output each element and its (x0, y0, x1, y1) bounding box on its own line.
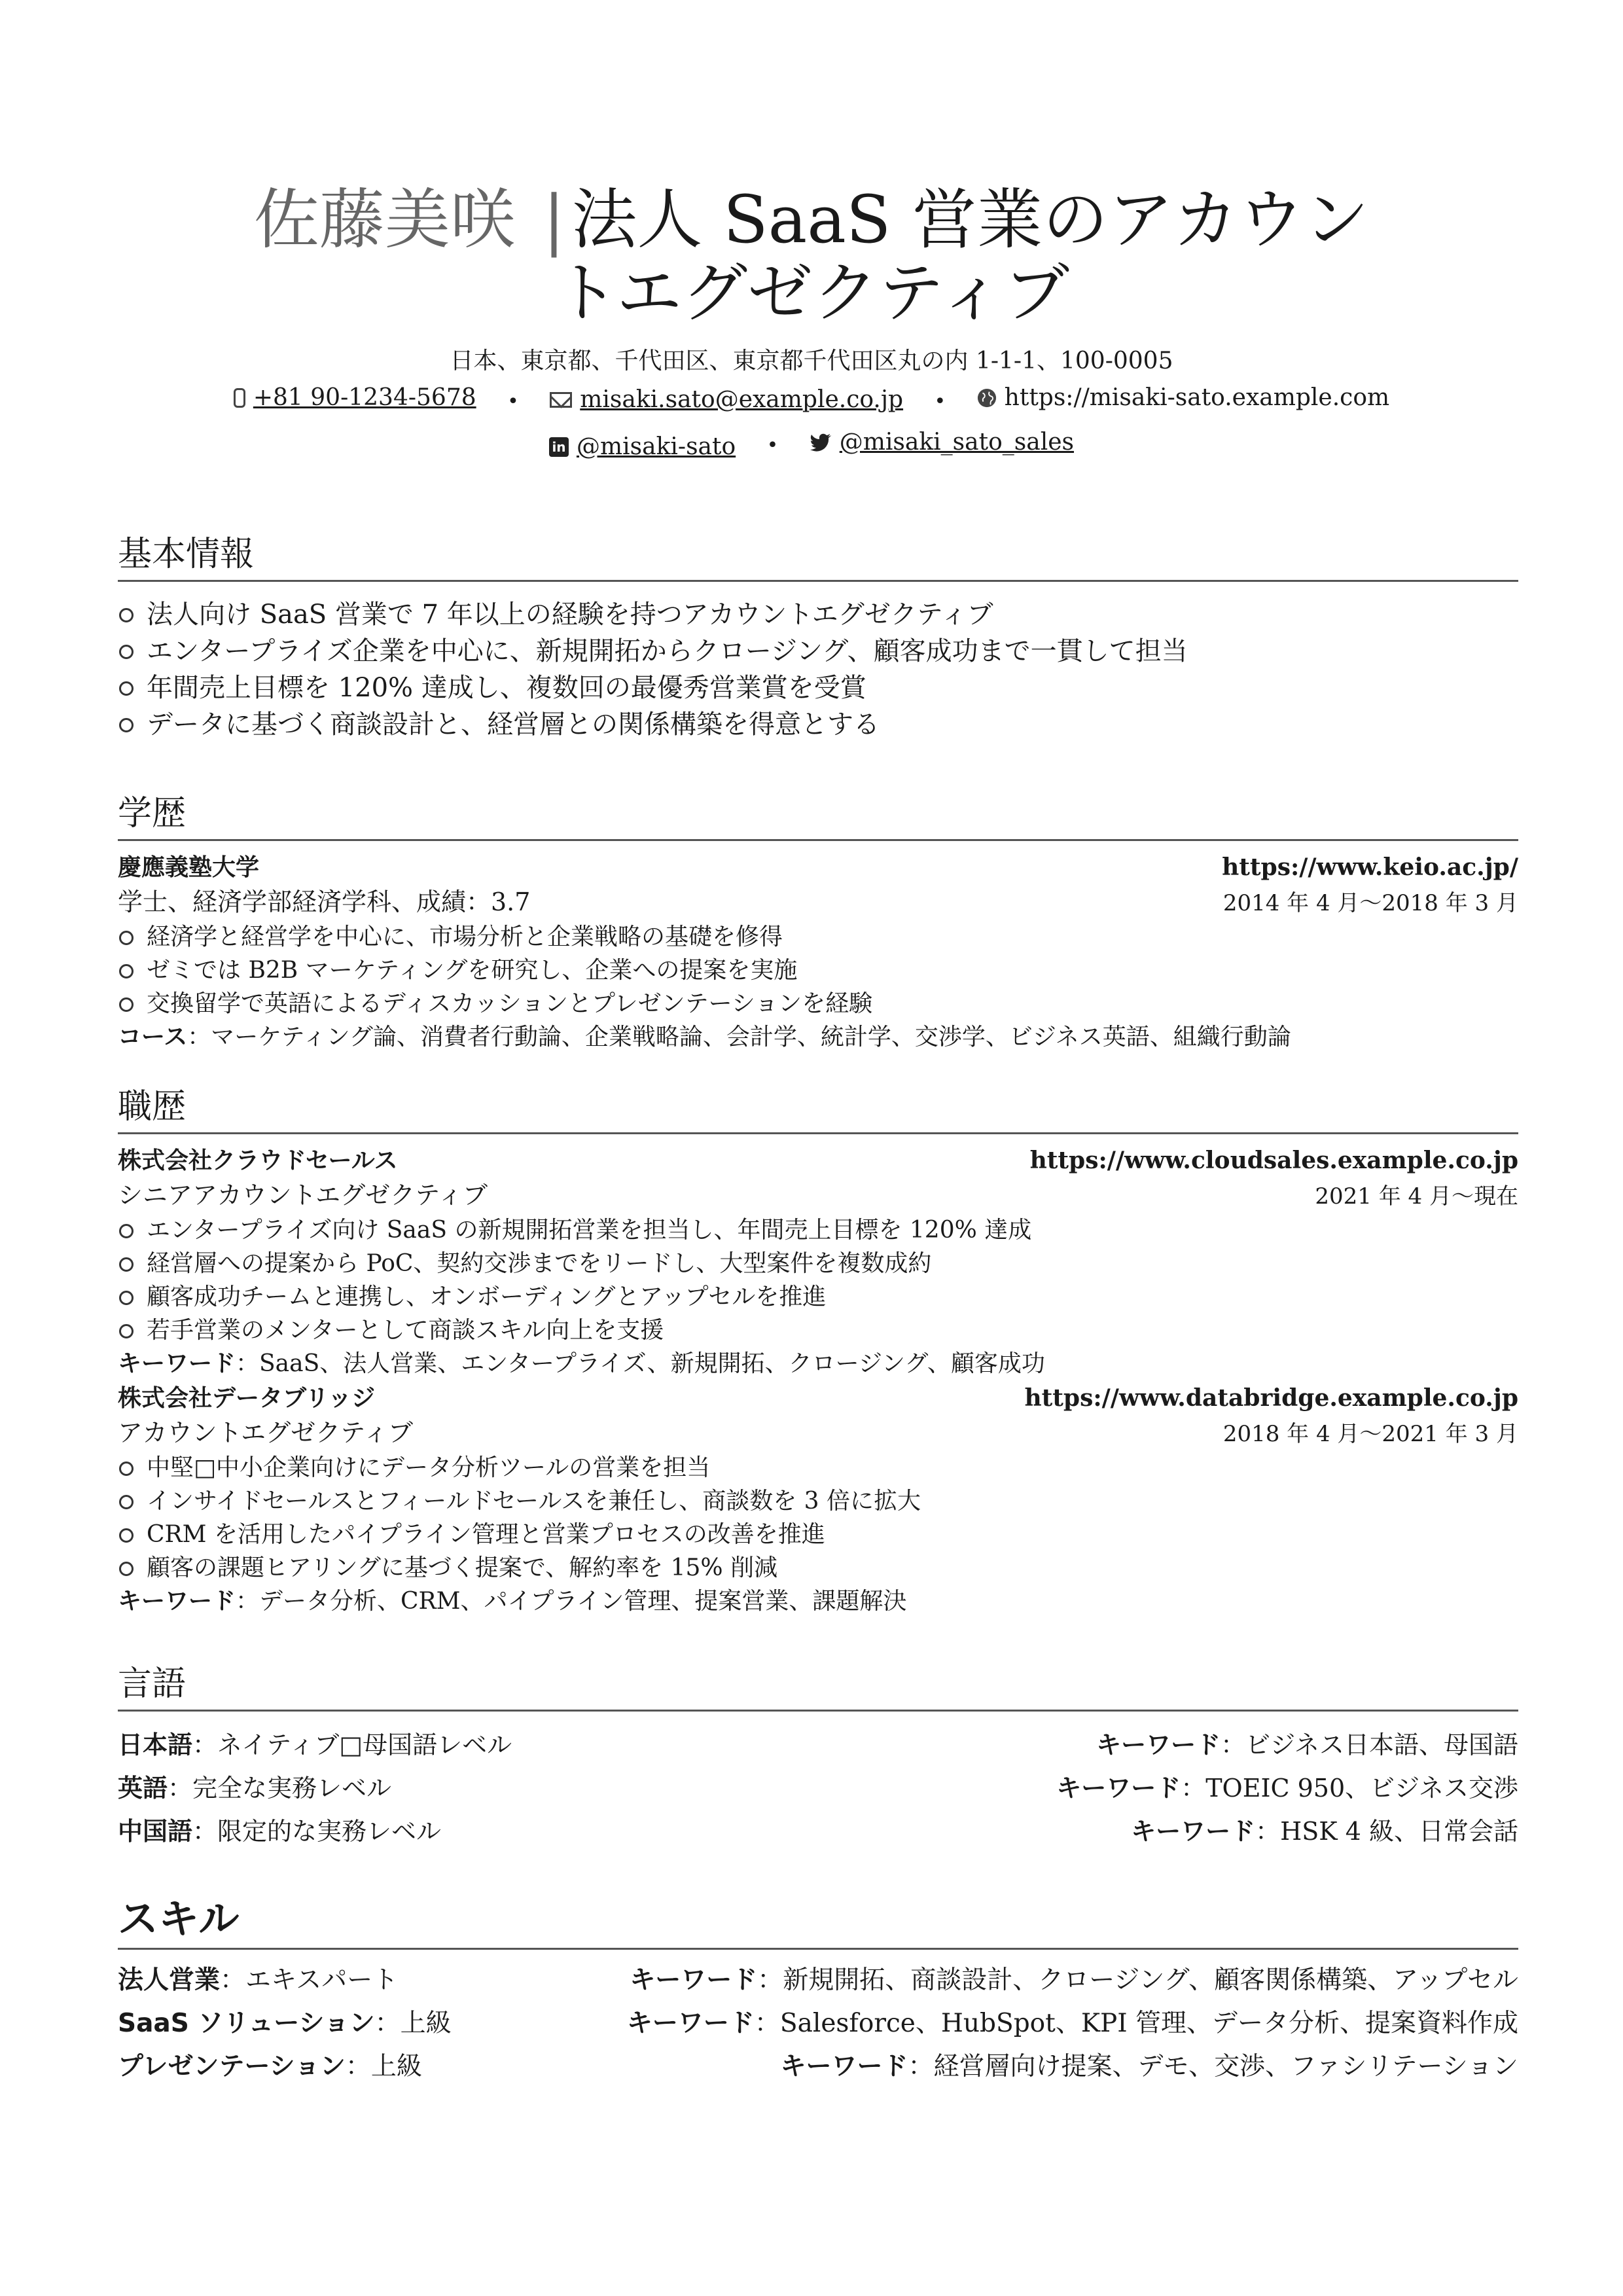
skill-keywords (630, 1959, 1518, 2002)
keywords-text: ：Salesforce、HubSpot、KPI 管理、データ分析、提案資料作成 (754, 2009, 1519, 2038)
keywords-text: ：SaaS、法人営業、エンタープライズ、新規開拓、クロージング、顧客成功 (236, 1350, 1045, 1377)
list-item: 交換留学で英語によるディスカッションとプレゼンテーションを経験 (118, 987, 1518, 1020)
keywords-label: キーワード (626, 2009, 755, 2038)
skill-name-level (118, 2002, 452, 2045)
resume-header (0, 183, 1623, 465)
list-item: ゼミでは B2B マーケティングを研究し、企業への提案を実施 (118, 954, 1518, 987)
job-highlights (118, 1213, 1518, 1347)
education-header-row (118, 850, 1518, 885)
skill-level: ：上級 (345, 2052, 422, 2081)
name-separator: | (543, 181, 565, 258)
school-name: 慶應義塾大学 (118, 854, 260, 881)
courses-label: コース (118, 1024, 188, 1050)
skill-keywords (627, 2002, 1518, 2045)
keywords-text: ：TOEIC 950、ビジネス交渉 (1181, 1774, 1518, 1803)
languages-section (118, 1661, 1518, 1853)
person-name: 佐藤美咲 (253, 181, 516, 258)
company-url[interactable]: https://www.databridge.example.co.jp (1024, 1384, 1518, 1412)
job-entry (118, 1381, 1518, 1619)
keywords-text: ：HSK 4 級、日常会話 (1255, 1817, 1518, 1846)
skill-row (118, 2002, 1518, 2045)
education-dates: 2014 年 4 月〜2018 年 3 月 (1222, 890, 1518, 916)
experience-section (118, 1084, 1518, 1619)
keywords-label: キーワード (118, 1588, 236, 1615)
phone-link[interactable]: +81 90-1234-5678 (253, 384, 476, 411)
keywords-text: ：経営層向け提案、デモ、交渉、ファシリテーション (908, 2052, 1518, 2081)
list-item: エンタープライズ企業を中心に、新規開拓からクロージング、顧客成功まで一貫して担当 (118, 633, 1518, 670)
list-item: 経済学と経営学を中心に、市場分析と企業戦略の基礎を修得 (118, 920, 1518, 954)
keywords-label: キーワード (118, 1350, 236, 1377)
skill-level: ：上級 (374, 2009, 452, 2038)
company-name: 株式会社データブリッジ (118, 1385, 376, 1412)
linkedin-icon: in (549, 437, 569, 457)
phone-contact[interactable] (234, 380, 476, 416)
courses-line (118, 1020, 1518, 1054)
courses-text: ：マーケティング論、消費者行動論、企業戦略論、会計学、統計学、交渉学、ビジネス英語、組織行動論 (187, 1024, 1291, 1050)
language-keywords (1056, 1767, 1518, 1810)
skill-level: ：エキスパート (220, 1965, 399, 1995)
contact-row-1 (0, 380, 1623, 420)
job-position: アカウントエグゼクティブ (118, 1418, 414, 1447)
job-keywords (118, 1347, 1518, 1381)
list-item: 顧客の課題ヒアリングに基づく提案で、解約率を 15% 削減 (118, 1551, 1518, 1585)
skill-row (118, 2045, 1518, 2089)
contact-row-2 (0, 424, 1623, 465)
headline-line1: 法人 SaaS 営業のアカウン (571, 181, 1370, 258)
globe-icon (977, 388, 997, 408)
language-row (118, 1767, 1518, 1810)
job-sub-row (118, 1178, 1518, 1213)
twitter-link[interactable]: @misaki_sato_sales (839, 429, 1074, 456)
language-level: ：完全な実務レベル (168, 1774, 392, 1803)
experience-title: 職歴 (118, 1084, 1518, 1134)
mail-icon (550, 392, 572, 408)
twitter-contact[interactable] (810, 424, 1074, 461)
list-item: 中堅□中小企業向けにデータ分析ツールの営業を担当 (118, 1451, 1518, 1484)
company-name: 株式会社クラウドセールス (118, 1147, 398, 1174)
list-item: 年間売上目標を 120% 達成し、複数回の最優秀営業賞を受賞 (118, 670, 1518, 706)
keywords-label: キーワード (1096, 1731, 1221, 1759)
job-keywords (118, 1585, 1518, 1619)
address: 日本、東京都、千代田区、東京都千代田区丸の内 1-1-1、100-0005 (450, 348, 1173, 374)
language-keywords (1131, 1810, 1518, 1853)
language-row (118, 1723, 1518, 1767)
language-level: ：ネイティブ□母国語レベル (192, 1731, 512, 1759)
website-contact[interactable] (977, 380, 1389, 416)
linkedin-contact[interactable] (549, 429, 736, 465)
job-header-row (118, 1381, 1518, 1416)
school-url[interactable]: https://www.keio.ac.jp/ (1222, 853, 1518, 881)
language-name: 日本語 (118, 1731, 193, 1759)
job-highlights (118, 1451, 1518, 1585)
job-entry (118, 1143, 1518, 1381)
contact-bullet: • (507, 390, 519, 413)
skill-name: 法人営業 (118, 1965, 221, 1995)
skill-name: SaaS ソリューション (118, 2009, 375, 2038)
language-keywords (1096, 1723, 1518, 1767)
language-name-level (118, 1723, 512, 1767)
keywords-text: ：新規開拓、商談設計、クロージング、顧客関係構築、アップセル (757, 1965, 1518, 1995)
language-row (118, 1810, 1518, 1853)
education-title: 学歴 (118, 791, 1518, 841)
linkedin-link[interactable]: @misaki-sato (576, 433, 736, 460)
keywords-label: キーワード (1131, 1817, 1256, 1846)
list-item: 法人向け SaaS 営業で 7 年以上の経験を持つアカウントエグゼクティブ (118, 596, 1518, 633)
skill-name: プレゼンテーション (118, 2052, 346, 2081)
list-item: CRM を活用したパイプライン管理と営業プロセスの改善を推進 (118, 1518, 1518, 1551)
skill-name-level (118, 1959, 398, 2002)
twitter-icon (810, 433, 832, 452)
email-contact[interactable] (550, 382, 903, 418)
keywords-text: ：ビジネス日本語、母国語 (1221, 1731, 1518, 1759)
degree: 学士、経済学部経済学科、成績：3.7 (118, 888, 531, 916)
language-level: ：限定的な実務レベル (192, 1817, 442, 1846)
language-name: 英語 (118, 1774, 168, 1803)
language-name-level (118, 1810, 441, 1853)
phone-icon (234, 388, 245, 408)
summary-list (118, 596, 1518, 743)
skills-title: スキル (118, 1893, 1518, 1950)
job-position: シニアアカウントエグゼクティブ (118, 1181, 488, 1210)
keywords-label: キーワード (780, 2052, 908, 2081)
job-sub-row (118, 1416, 1518, 1451)
skill-row (118, 1959, 1518, 2002)
job-header-row (118, 1143, 1518, 1178)
contact-bullet: • (766, 434, 779, 457)
education-list (118, 920, 1518, 1020)
summary-section (118, 531, 1518, 743)
company-url[interactable]: https://www.cloudsales.example.co.jp (1029, 1147, 1518, 1174)
job-dates: 2018 年 4 月〜2021 年 3 月 (1222, 1421, 1518, 1447)
skill-keywords (780, 2045, 1518, 2089)
keywords-text: ：データ分析、CRM、パイプライン管理、提案営業、課題解決 (236, 1588, 907, 1615)
skill-name-level (118, 2045, 422, 2089)
list-item: データに基づく商談設計と、経営層との関係構築を得意とする (118, 706, 1518, 743)
languages-title: 言語 (118, 1661, 1518, 1712)
headline-line2: トエグゼクティブ (554, 255, 1069, 331)
list-item: 顧客成功チームと連携し、オンボーディングとアップセルを推進 (118, 1280, 1518, 1314)
contact-bullet: • (934, 390, 946, 413)
list-item: 若手営業のメンターとして商談スキル向上を支援 (118, 1314, 1518, 1347)
education-sub-row (118, 885, 1518, 920)
list-item: 経営層への提案から PoC、契約交渉までをリードし、大型案件を複数成約 (118, 1247, 1518, 1280)
job-dates: 2021 年 4 月〜現在 (1315, 1183, 1518, 1210)
list-item: エンタープライズ向け SaaS の新規開拓営業を担当し、年間売上目標を 120% 達成 (118, 1213, 1518, 1247)
summary-title: 基本情報 (118, 531, 1518, 582)
language-name-level (118, 1767, 391, 1810)
list-item: インサイドセールスとフィールドセールスを兼任し、商談数を 3 倍に拡大 (118, 1484, 1518, 1518)
keywords-label: キーワード (1056, 1774, 1181, 1803)
name-line (0, 183, 1623, 257)
education-section (118, 791, 1518, 1054)
website-link[interactable]: https://misaki-sato.example.com (1004, 384, 1390, 411)
skills-section (118, 1893, 1518, 2089)
keywords-label: キーワード (630, 1965, 758, 1995)
language-name: 中国語 (118, 1817, 193, 1846)
email-link[interactable]: misaki.sato@example.co.jp (580, 386, 904, 413)
